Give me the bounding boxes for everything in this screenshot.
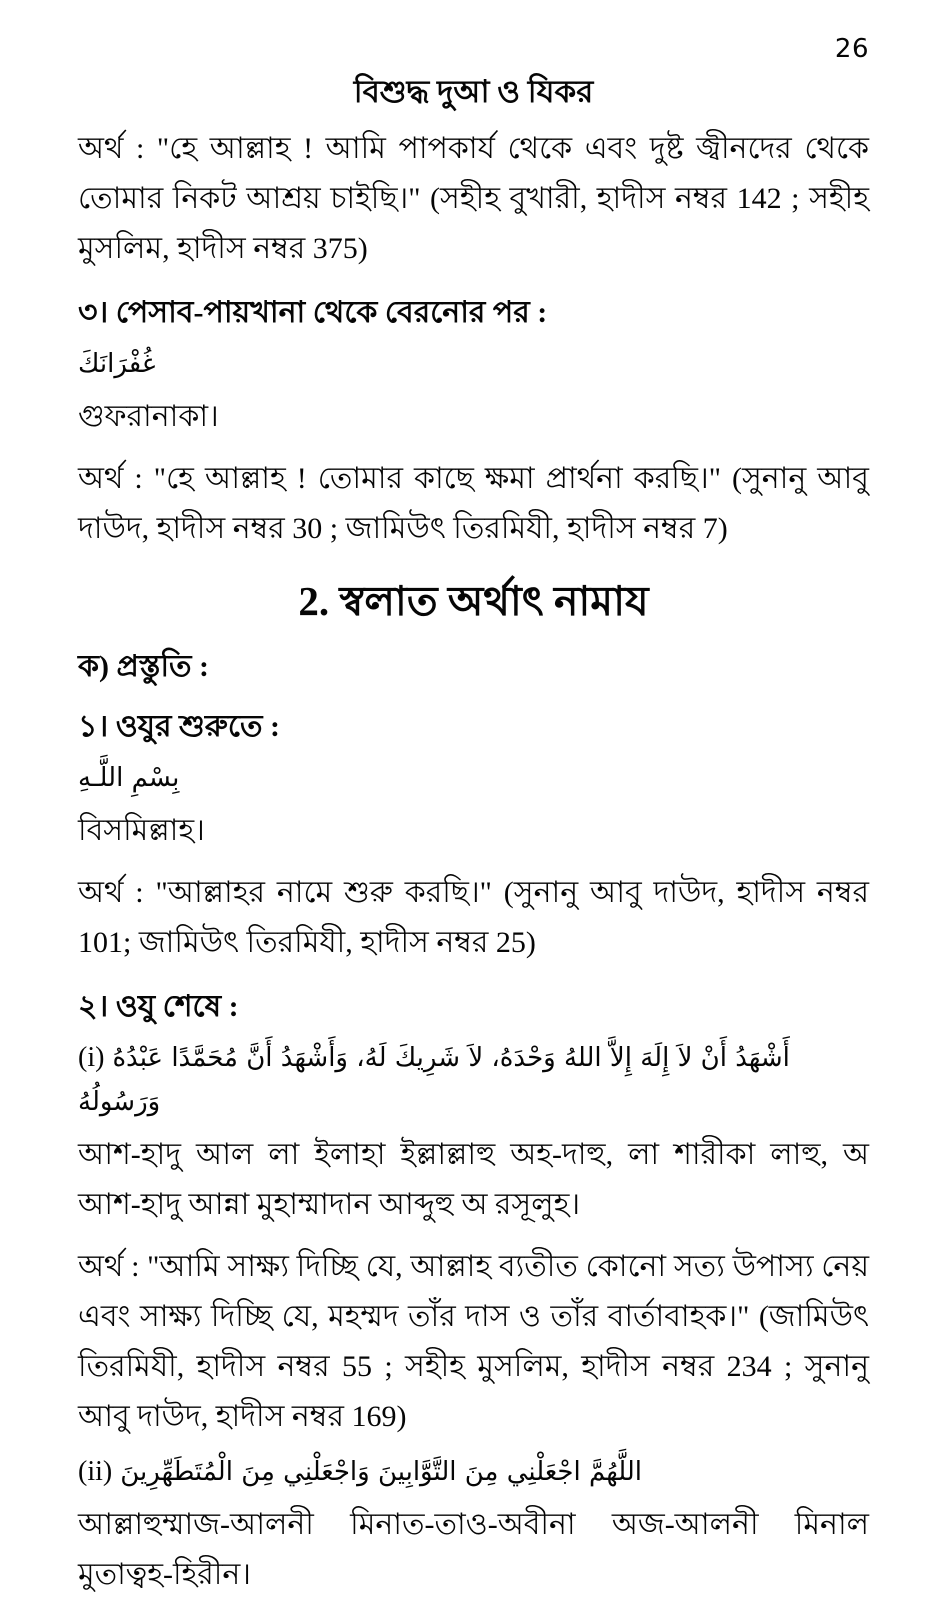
intro-meaning-paragraph: অর্থ : "হে আল্লাহ ! আমি পাপকার্য থেকে এবং দুষ্ট জ্বীনদের থেকে তোমার নিকট আশ্রয় চাইছি।" (সহীহ বুখারী, হাদীস নম্বর 142 ; সহীহ মুসলিম, হাদীস নম্বর 375) <box>78 132 869 265</box>
item-1-arabic-line <box>78 756 869 800</box>
dua-1-marker: (i) <box>78 1042 105 1073</box>
page-number: 26 <box>834 34 869 64</box>
section-3-transliteration: গুফরানাকা। <box>78 400 219 433</box>
dua-1-transliteration: আশ-হাদু আল লা ইলাহা ইল্লাল্লাহু অহ-দাহু, লা শারীকা লাহু, অ আশ-হাদু আন্না মুহাম্মাদান আব্দুহু অ রসূলুহ। <box>78 1138 869 1221</box>
item-1-transliteration: বিসমিল্লাহ। <box>78 814 205 847</box>
dua-2-marker: (ii) <box>78 1456 113 1487</box>
item-1-arabic-text: بِسْمِ اللَّـهِ <box>78 763 180 793</box>
item-2-dua-1-arabic-line <box>78 1036 869 1124</box>
item-2-dua-2-arabic-line <box>78 1450 869 1494</box>
section-3-heading: ৩। পেসাব-পায়খানা থেকে বেরনোর পর : <box>78 296 548 329</box>
dua-2-transliteration: আল্লাহুম্মাজ-আলনী মিনাত-তাও-অবীনা অজ-আলনী মিনাল মুতাত্বহ-হিরীন। <box>78 1508 869 1591</box>
section-3-arabic-text: غُفْرَانَكَ <box>78 349 156 379</box>
section-3-meaning-paragraph: অর্থ : "হে আল্লাহ ! তোমার কাছে ক্ষমা প্রার্থনা করছি।" (সুনানু আবু দাউদ, হাদীস নম্বর 30 ; জামিউৎ তিরমিযী, হাদীস নম্বর 7) <box>78 462 869 545</box>
section-3-arabic-line <box>78 342 869 386</box>
dua-1-arabic-text: أَشْهَدُ أَنْ لاَ إِلَهَ إِلاَّ اللهُ وَحْدَهُ، لاَ شَرِيكَ لَهُ، وَأَشْهَدُ أَنَّ مُحَمَّدًا عَبْدُهُ وَرَسُولُهُ <box>78 1043 790 1117</box>
item-1-heading: ১। ওযুর শুরুতে : <box>78 710 280 743</box>
chapter-2-heading: 2. স্বলাত অর্থাৎ নামায <box>298 578 649 624</box>
item-2-heading: ২। ওযু শেষে : <box>78 990 239 1023</box>
item-1-meaning-paragraph: অর্থ : "আল্লাহর নামে শুরু করছি।" (সুনানু আবু দাউদ, হাদীস নম্বর 101; জামিউৎ তিরমিযী, হাদীস নম্বর 25) <box>78 876 869 959</box>
running-title: বিশুদ্ধ দুআ ও যিকর <box>353 74 594 109</box>
chapter-2-sub-a-heading: ক) প্রস্তুতি : <box>78 650 210 683</box>
dua-1-meaning-paragraph: অর্থ : "আমি সাক্ষ্য দিচ্ছি যে, আল্লাহ ব্যতীত কোনো সত্য উপাস্য নেয় এবং সাক্ষ্য দিচ্ছি যে, মহম্মদ তাঁর দাস ও তাঁর বার্তাবাহক।" (জামিউৎ তিরমিযী, হাদীস নম্বর 55 ; সহীহ মুসলিম, হাদীস নম্বর 234 ; সুনানু আবু দাউদ, হাদীস নম্বর 169) <box>78 1250 869 1433</box>
dua-2-arabic-text: اللَّهُمَّ اجْعَلْنِي مِنَ التَّوَّابِينَ وَاجْعَلْنِي مِنَ الْمُتَطَهِّرِينَ <box>120 1457 642 1487</box>
